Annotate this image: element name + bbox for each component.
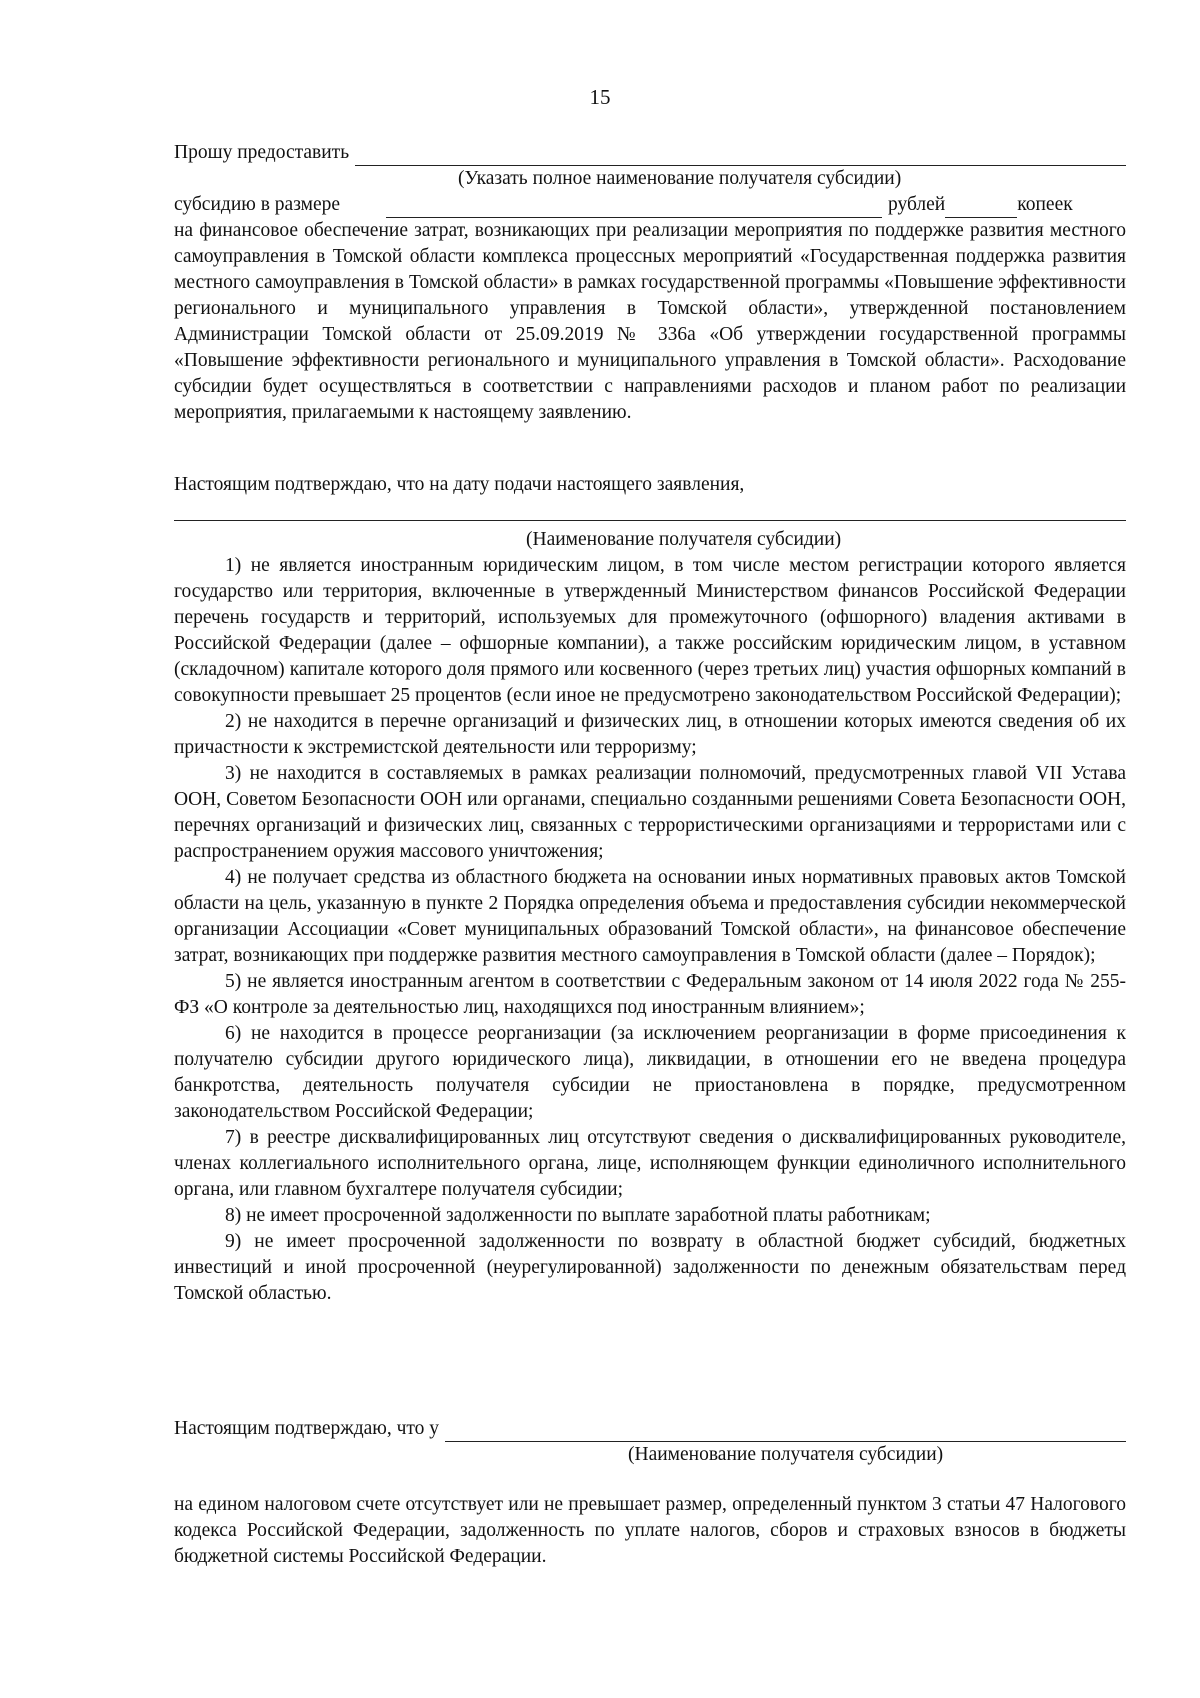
kopecks-label: копеек	[1017, 194, 1073, 215]
confirm2-intro: Настоящим подтверждаю, что у	[174, 1418, 440, 1439]
confirm1-caption: (Наименование получателя субсидии)	[526, 529, 842, 550]
request-row	[174, 140, 1126, 166]
request-label: Прошу предоставить	[174, 142, 350, 163]
kopecks-line[interactable]	[945, 197, 1017, 218]
confirm1-item-4: 4) не получает средства из областного бюджета на основании иных нормативных правовых актов Томской области на цель, указанную в пункте 2 Порядка определения объема и предоставления субсидии некоммерческой организации Ассоциации «Совет муниципальных образований Томской области», на финансовое обеспечение затрат, возникающих при поддержке развития местного самоуправления в Томской области (далее – Порядок);	[174, 867, 1126, 966]
confirm1-item-5: 5) не является иностранным агентом в соответствии с Федеральным законом от 14 июля 2022 года № 255-ФЗ «О контроле за деятельностью лиц, находящихся под иностранным влиянием»;	[174, 971, 1126, 1018]
recipient-name-caption: (Указать полное наименование получателя субсидии)	[458, 168, 902, 189]
amount-row	[174, 192, 1126, 218]
rubles-line[interactable]	[386, 197, 882, 218]
recipient-name-line[interactable]	[355, 145, 1126, 166]
confirm1-section	[174, 472, 1126, 498]
confirm1-item-2: 2) не находится в перечне организаций и физических лиц, в отношении которых имеются сведения об их причастности к экстремистской деятельности или терроризму;	[174, 711, 1126, 758]
request-section	[174, 140, 1126, 426]
confirm2-text: на едином налоговом счете отсутствует или не превышает размер, определенный пунктом 3 статьи 47 Налогового кодекса Российской Федерации, задолженность по уплате налогов, сборов и страховых взносов в бюджеты бюджетной системы Российской Федерации.	[174, 1494, 1126, 1567]
confirm1-item-6: 6) не находится в процессе реорганизации (за исключением реорганизации в форме присоединения к получателю субсидии другого юридического лица), ликвидации, в отношении его не введена процедура банкротства, деятельность получателя субсидии не приостановлена в порядке, предусмотренном законодательством Российской Федерации;	[174, 1023, 1126, 1122]
confirm1-item-9: 9) не имеет просроченной задолженности по возврату в областной бюджет субсидий, бюджетных инвестиций и иной просроченной (неурегулированной) задолженности по денежным обязательствам перед Томской областью.	[174, 1231, 1126, 1304]
confirm1-intro: Настоящим подтверждаю, что на дату подачи настоящего заявления,	[174, 474, 745, 495]
amount-label: субсидию в размере	[174, 194, 341, 215]
rubles-label: рублей	[888, 194, 946, 215]
confirm1-name-line[interactable]	[174, 520, 1126, 521]
confirm2-caption: (Наименование получателя субсидии)	[628, 1444, 944, 1465]
confirm1-body	[174, 520, 1126, 1307]
confirm1-item-8: 8) не имеет просроченной задолженности по выплате заработной платы работникам;	[225, 1205, 931, 1226]
confirm2-section	[174, 1416, 1126, 1468]
confirm2-body	[174, 1492, 1126, 1570]
confirm2-name-line[interactable]	[445, 1421, 1126, 1442]
page-number: 15	[589, 85, 611, 109]
request-purpose-paragraph: на финансовое обеспечение затрат, возникающих при реализации мероприятия по поддержке развития местного самоуправления в Томской области комплекса процессных мероприятий «Государственная поддержка развития местного самоуправления в Томской области» в рамках государственной программы «Повышение эффективности регионального и муниципального управления в Томской области», утвержденной постановлением Администрации Томской области от 25.09.2019 № 336а «Об утверждении государственной программы «Повышение эффективности регионального и муниципального управления в Томской области». Расходование субсидии будет осуществляться в соответствии с направлениями расходов и планом работ по реализации мероприятия, прилагаемыми к настоящему заявлению.	[174, 220, 1126, 423]
confirm1-item-3: 3) не находится в составляемых в рамках реализации полномочий, предусмотренных главой VII Устава ООН, Советом Безопасности ООН или органами, специально созданными решениями Совета Безопасности ООН, перечнях организаций и физических лиц, связанных с террористическими организациями и террористами или с распространением оружия массового уничтожения;	[174, 763, 1126, 862]
confirm1-item-7: 7) в реестре дисквалифицированных лиц отсутствуют сведения о дисквалифицированных руководителе, членах коллегиального исполнительного органа, лице, исполняющем функции единоличного исполнительного органа, или главном бухгалтере получателя субсидии;	[174, 1127, 1126, 1200]
confirm1-item-1: 1) не является иностранным юридическим лицом, в том числе местом регистрации которого является государство или территория, включенные в утвержденный Министерством финансов Российской Федерации перечень государств и территорий, используемых для промежуточного (офшорного) владения активами в Российской Федерации (далее – офшорные компании), а также российским юридическим лицом, в уставном (складочном) капитале которого доля прямого или косвенного (через третьих лиц) участия офшорных компаний в совокупности превышает 25 процентов (если иное не предусмотрено законодательством Российской Федерации);	[174, 555, 1126, 706]
confirm2-row	[174, 1416, 1126, 1442]
